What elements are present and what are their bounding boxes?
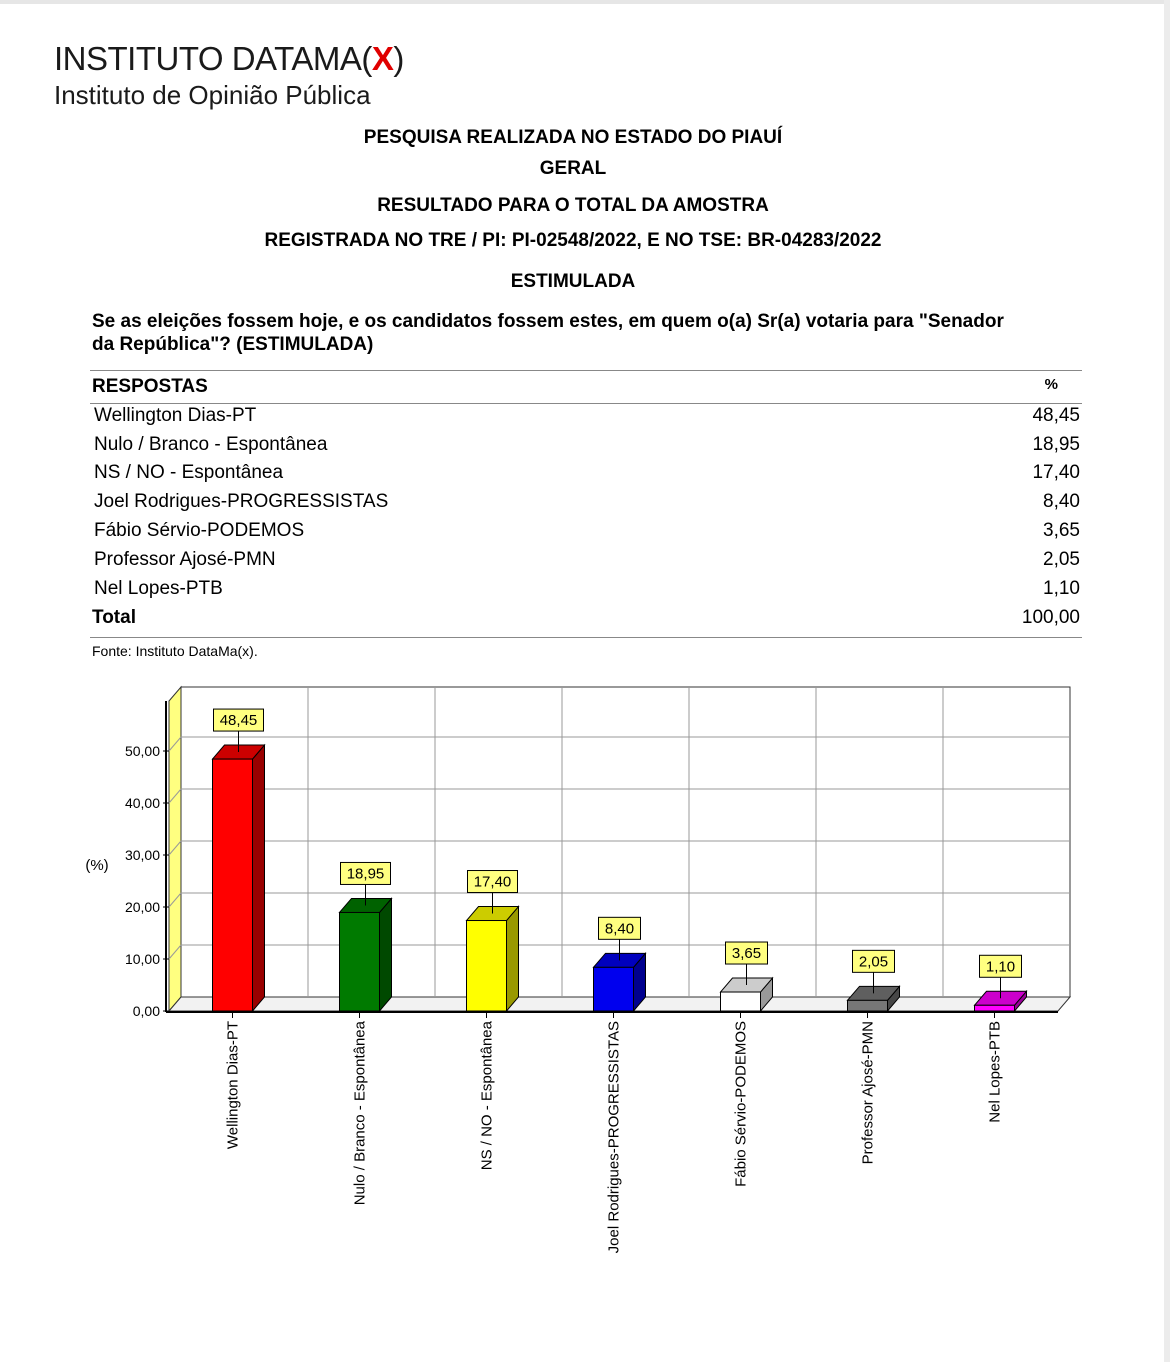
y-tick-label: 10,00 xyxy=(124,951,160,967)
header-line-5: ESTIMULADA xyxy=(510,271,636,292)
row-value: 17,40 xyxy=(1032,462,1080,483)
question-line-1: Se as eleições fossem hoje, e os candidatos fossem estes, em quem o(a) Sr(a) votaria para "Senador xyxy=(92,311,1004,332)
header-line-2: GERAL xyxy=(539,158,607,179)
row-value: 48,45 xyxy=(1032,405,1080,426)
bar-front xyxy=(213,759,253,1011)
row-label: Joel Rodrigues-PROGRESSISTAS xyxy=(94,491,389,512)
row-label: Nel Lopes-PTB xyxy=(94,578,223,599)
bar xyxy=(213,745,265,1011)
y-tick-label: 0,00 xyxy=(132,1003,160,1019)
bar xyxy=(594,953,646,1011)
y-tick-label: 30,00 xyxy=(124,847,160,863)
chart-side-wall xyxy=(169,687,181,1011)
bar-front xyxy=(594,967,634,1011)
logo-subtitle: Instituto de Opinião Pública xyxy=(54,80,371,110)
x-tick-label: Fábio Sérvio-PODEMOS xyxy=(732,1021,750,1187)
x-tick-label: Professor Ajosé-PMN xyxy=(859,1021,877,1165)
data-label: 3,65 xyxy=(731,945,762,963)
bar-side xyxy=(507,907,519,1011)
row-label: Fábio Sérvio-PODEMOS xyxy=(94,520,305,541)
header-line-4: REGISTRADA NO TRE / PI: PI-02548/2022, E NO TSE: BR-04283/2022 xyxy=(264,230,882,251)
x-tick-label: Wellington Dias-PT xyxy=(224,1021,242,1150)
bar-front xyxy=(721,992,761,1011)
y-tick-label: 50,00 xyxy=(124,743,160,759)
logo-title-text: INSTITUTO DATAMA( xyxy=(54,40,372,77)
y-axis-label: (%) xyxy=(85,857,109,874)
header-line-3: RESULTADO PARA O TOTAL DA AMOSTRA xyxy=(377,195,769,216)
row-value: 18,95 xyxy=(1032,434,1080,455)
chart-back-wall xyxy=(181,687,1070,997)
x-tick-label: NS / NO - Espontânea xyxy=(478,1021,496,1171)
row-value: 2,05 xyxy=(1043,549,1080,570)
total-value: 100,00 xyxy=(1021,607,1080,628)
source-note: Fonte: Instituto DataMa(x). xyxy=(92,643,258,659)
x-tick-label: Joel Rodrigues-PROGRESSISTAS xyxy=(605,1021,623,1254)
data-label: 17,40 xyxy=(473,873,512,891)
data-label: 18,95 xyxy=(346,865,385,883)
row-value: 3,65 xyxy=(1043,520,1080,541)
table-header-respostas: RESPOSTAS xyxy=(92,376,208,397)
logo-x: X xyxy=(371,40,394,77)
bar-front xyxy=(340,912,380,1011)
row-value: 8,40 xyxy=(1043,491,1080,512)
bar-front xyxy=(975,1005,1015,1011)
x-tick-label: Nel Lopes-PTB xyxy=(986,1021,1004,1123)
x-tick-label: Nulo / Branco - Espontânea xyxy=(351,1021,369,1206)
row-label: Wellington Dias-PT xyxy=(94,405,257,426)
data-label: 8,40 xyxy=(604,920,635,938)
logo-title-close: ) xyxy=(393,40,404,77)
y-tick-label: 20,00 xyxy=(124,899,160,915)
data-label: 2,05 xyxy=(858,953,889,971)
bar-side xyxy=(253,745,265,1011)
bar-side xyxy=(380,898,392,1011)
header-line-1: PESQUISA REALIZADA NO ESTADO DO PIAUÍ xyxy=(363,127,783,148)
bar xyxy=(340,898,392,1011)
bar-front xyxy=(848,1000,888,1011)
data-label: 1,10 xyxy=(985,958,1016,976)
bar xyxy=(467,907,519,1011)
y-tick-label: 40,00 xyxy=(124,795,160,811)
row-label: NS / NO - Espontânea xyxy=(94,462,284,483)
total-label: Total xyxy=(92,607,136,628)
table-header-percent: % xyxy=(1044,376,1058,393)
row-value: 1,10 xyxy=(1043,578,1080,599)
question-line-2: da República"? (ESTIMULADA) xyxy=(92,334,374,355)
data-label: 48,45 xyxy=(219,712,258,730)
row-label: Nulo / Branco - Espontânea xyxy=(94,434,328,455)
bar-front xyxy=(467,921,507,1011)
row-label: Professor Ajosé-PMN xyxy=(94,549,276,570)
